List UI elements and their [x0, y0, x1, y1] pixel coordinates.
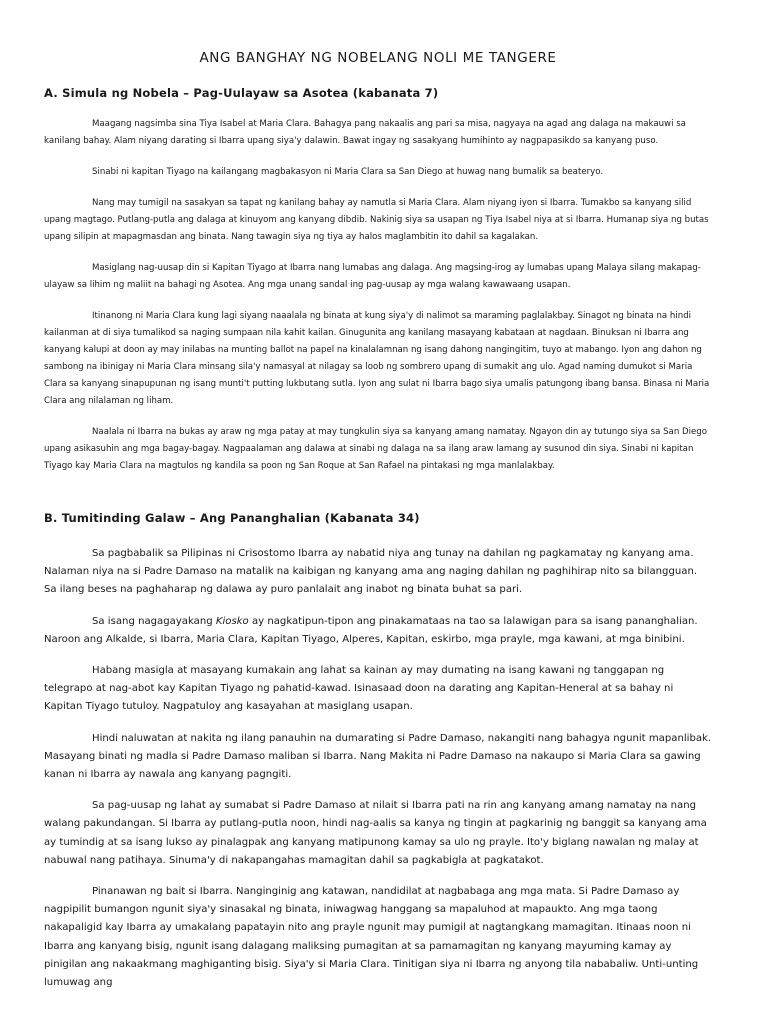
paragraph-text: ay nagkatipun-tipon ang pinakamataas na tao sa lalawigan para sa isang pananghalian. Naroon ang Alkalde, si Ibarra, Maria Clara, Kapitan Tiyago, Alperes, Kapitan, eskirbo, mga prayle, mga kawani, at mga binibini.: [44, 615, 698, 645]
section-b: [44, 511, 712, 992]
paragraph-text: Sa isang nagagayakang: [92, 615, 216, 627]
section-b-heading: B. Tumitinding Galaw – Ang Pananghalian (Kabanata 34): [44, 511, 420, 525]
paragraph: Maagang nagsimba sina Tiya Isabel at Maria Clara. Bahagya pang nakaalis ang pari sa misa, nagyaya na agad ang dalaga na makauwi sa kanilang bahay. Alam niyang darating si Ibarra upang siya'y dalawin. Bawat ingay ng sasakyang humihinto ay nagpapasikdo sa kanyang puso.: [44, 119, 686, 146]
paragraph: Pinanawan ng bait si Ibarra. Nanginginig ang katawan, nandidilat at nagbabaga ang mga mata. Si Padre Damaso ay nagpipilit bumangon ngunit siya'y sinasakal ng binata, iniwagwag hanggang sa mapaluhod at mapaukto. Ang mga taong nakapaligid kay Ibarra ay umakalang papatayin nito ang prayle ngunit may pumigil at nagtangkang mamagitan. Itinaas noon ni Ibarra ang kanyang bisig, ngunit isang dalagang maliksing pumagitan at sa pamamagitan ng kanyang mayuming kamay ay pinigilan ang nakaakmang maghiganting bisig. Siya'y si Maria Clara. Tinitigan siya ni Ibarra ng anyong tila nababaliw. Unti-unting lumuwag ang: [44, 886, 699, 989]
emphasized-word: Kiosko: [215, 615, 249, 627]
paragraph: Masiglang nag-uusap din si Kapitan Tiyago at Ibarra nang lumabas ang dalaga. Ang magsing-irog ay lumabas upang Malaya silang makapag-ulayaw sa lihim ng maliit na bahagi ng Asotea. Ang mga unang sandal ing pag-uusap ay mga walang kawawaang usapan.: [44, 263, 701, 290]
paragraph: Hindi naluwatan at nakita ng ilang panauhin na dumarating si Padre Damaso, nakangiti nang bahagya ngunit mapanlibak. Masayang binati ng madla si Padre Damaso maliban si Ibarra. Nang Makita ni Padre Damaso na nakaupo si Maria Clara sa gawing kanan ni Ibarra ay nawala ang kanyang pagngiti.: [44, 732, 712, 781]
paragraph: [44, 613, 712, 649]
paragraph: Habang masigla at masayang kumakain ang lahat sa kainan ay may dumating na isang kawani ng tanggapan ng telegrapo at nag-abot kay Kapitan Tiyago ng pahatid-kawad. Isinasaad doon na darating ang Kapitan-Heneral at sa bahay ni Kapitan Tiyago tutuloy. Nagpatuloy ang kasayahan at masiglang usapan.: [44, 665, 674, 713]
paragraph: Naalala ni Ibarra na bukas ay araw ng mga patay at may tungkulin siya sa kanyang amang namatay. Ngayon din ay tutungo siya sa San Diego upang asikasuhin ang mga bagay-bagay. Nagpaalaman ang dalawa at sinabi ng dalaga na sa ilang araw lamang ay susunod din siya. Sinabi ni kapitan Tiyago kay Maria Clara na magtulos ng kandila sa poon ng San Roque at San Rafael na pintakasi ng mga manlalakbay.: [44, 427, 707, 471]
paragraph: Sa pagbabalik sa Pilipinas ni Crisostomo Ibarra ay nabatid niya ang tunay na dahilan ng pagkamatay ng kanyang ama. Nalaman niya na si Padre Damaso na matalik na kaibigan ng kanyang ama ang naging dahilan ng paghihirap nito sa bilangguan. Sa ilang beses na paghaharap ng dalawa ay puro panlalait ang inabot ng binata buhat sa pari.: [44, 548, 698, 596]
paragraph: Sinabi ni kapitan Tiyago na kailangang magbakasyon ni Maria Clara sa San Diego at huwag nang bumalik sa beateryo.: [92, 167, 604, 177]
section-a: [44, 86, 712, 475]
paragraph: Sa pag-uusap ng lahat ay sumabat si Padre Damaso at nilait si Ibarra pati na rin ang kanyang amang namatay na nang walang pakundangan. Si Ibarra ay putlang-putla noon, hindi nag-aalis sa kanya ng tingin at pagkarinig ng banggit sa kanyang ama ay tumindig at sa isang lukso ay pinalagpak ang kanyang matipunong kamay sa ulo ng prayle. Ito'y biglang nawalan ng malay at nabuwal nang patihaya. Sinuma'y di nakapangahas mamagitan dahil sa pagkabigla at pagkatakot.: [44, 800, 707, 866]
paragraph: Nang may tumigil na sasakyan sa tapat ng kanilang bahay ay namutla si Maria Clara. Alam niyang iyon si Ibarra. Tumakbo sa kanyang silid upang magtago. Putlang-putla ang dalaga at kinuyom ang kanyang dibdib. Nakinig siya sa usapan ng Tiya Isabel niya at si Ibarra. Humanap siya ng butas upang silipin at mapagmasdan ang binata. Nang tawagin siya ng tiya ay halos maglambitin ito dahil sa kagalakan.: [44, 198, 709, 242]
paragraph: Itinanong ni Maria Clara kung lagi siyang naaalala ng binata at kung siya'y di nalimot sa maraming paglalakbay. Sinagot ng binata na hindi kailanman at di siya tumalikod sa naging sumpaan nila kahit kailan. Ginugunita ang kanilang masayang kabataan at nagdaan. Binuksan ni Ibarra ang kanyang kalupi at doon ay may inilabas na munting ballot na papel na kinalalamnan ng isang dahong nangingitim, tuyo at mabango. Iyon ang dahon ng sambong na ibinigay ni Maria Clara minsang sila'y namasyal at nilagay sa loob ng sombrero upang di sumakit ang ulo. Agad naming dumukot si Maria Clara sa kanyang sinapupunan ng isang munti't putting lukbutang sutla. Iyon ang sulat ni Ibarra bago siya umalis patungong ibang bansa. Binasa ni Maria Clara ang nilalaman ng liham.: [44, 311, 710, 406]
section-a-heading: A. Simula ng Nobela – Pag-Uulayaw sa Asotea (kabanata 7): [44, 86, 439, 100]
document-title: ANG BANGHAY NG NOBELANG NOLI ME TANGERE: [199, 50, 557, 66]
